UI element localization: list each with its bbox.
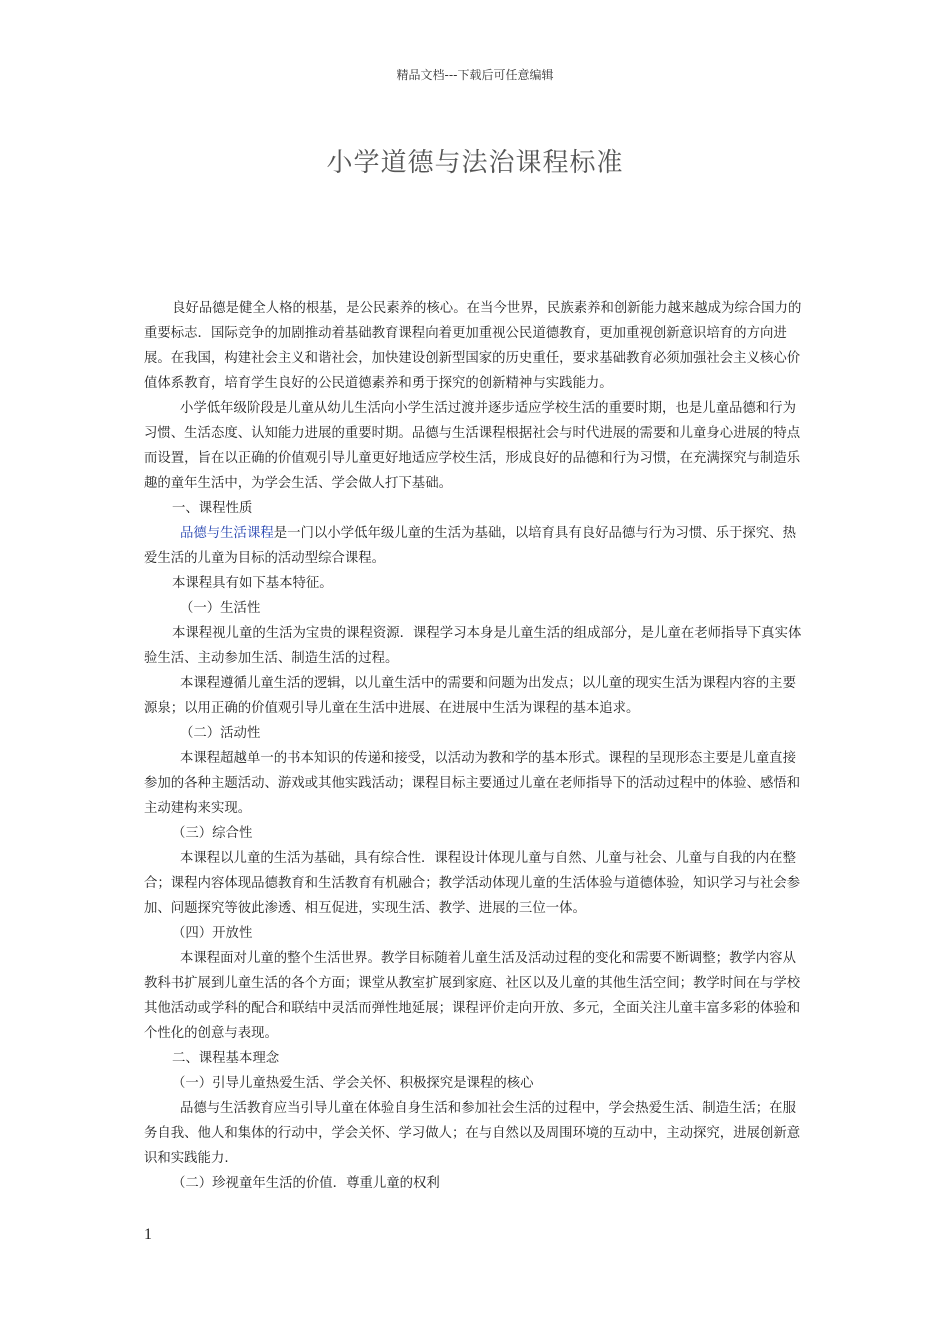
- subsection-heading: （一）引导儿童热爱生活、学会关怀、积极探究是课程的核心: [172, 1076, 534, 1091]
- subsection-heading: （二）珍视童年生活的价值．尊重儿童的权利: [172, 1176, 440, 1191]
- paragraph: 本课程具有如下基本特征。: [172, 576, 333, 591]
- paragraph: 本课程以儿童的生活为基础，具有综合性．课程设计体现儿童与自然、儿童与社会、儿童与自我的内在整合；课程内容体现品德教育和生活教育有机融合；教学活动体现儿童的生活体验与道德体验，知识学习与社会参加、问题探究等彼此渗透、相互促进，实现生活、教学、进展的三位一体。: [144, 851, 801, 916]
- document-body: [144, 296, 806, 1196]
- paragraph: 本课程遵循儿童生活的逻辑，以儿童生活中的需要和问题为出发点；以儿童的现实生活为课程内容的主要源泉；以用正确的价值观引导儿童在生活中进展、在进展中生活为课程的基本追求。: [144, 676, 796, 716]
- page-number: 1: [144, 1226, 152, 1243]
- paragraph: 品德与生活课程是一门以小学低年级儿童的生活为基础，以培育具有良好品德与行为习惯、乐于探究、热爱生活的儿童为目标的活动型综合课程。: [144, 526, 796, 566]
- paragraph: 小学低年级阶段是儿童从幼儿生活向小学生活过渡并逐步适应学校生活的重要时期，也是儿童品德和行为习惯、生活态度、认知能力进展的重要时期。品德与生活课程根据社会与时代进展的需要和儿童身心进展的特点而设置，旨在以正确的价值观引导儿童更好地适应学校生活，形成良好的品德和行为习惯，在充满探究与制造乐趣的童年生活中，为学会生活、学会做人打下基础。: [144, 401, 801, 491]
- paragraph: 本课程超越单一的书本知识的传递和接受，以活动为教和学的基本形式。课程的呈现形态主要是儿童直接参加的各种主题活动、游戏或其他实践活动；课程目标主要通过儿童在老师指导下的活动过程中的体验、感悟和主动建构来实现。: [144, 751, 801, 816]
- subsection-heading: （一）生活性: [180, 601, 261, 616]
- course-link[interactable]: 品德与生活课程: [180, 526, 274, 541]
- paragraph: 品德与生活教育应当引导儿童在体验自身生活和参加社会生活的过程中，学会热爱生活、制造生活；在服务自我、他人和集体的行动中，学会关怀、学习做人；在与自然以及周围环境的互动中，主动探究，进展创新意识和实践能力.: [144, 1101, 801, 1166]
- subsection-heading: （二）活动性: [180, 726, 261, 741]
- paragraph: 本课程面对儿童的整个生活世界。教学目标随着儿童生活及活动过程的变化和需要不断调整；教学内容从教科书扩展到儿童生活的各个方面；课堂从教室扩展到家庭、社区以及儿童的其他生活空间；教学时间在与学校其他活动或学科的配合和联结中灵活而弹性地延展；课程评价走向开放、多元，全面关注儿童丰富多彩的体验和个性化的创意与表现。: [144, 951, 801, 1041]
- subsection-heading: （四）开放性: [172, 926, 253, 941]
- page-header: 精品文档---下载后可任意编辑: [396, 68, 554, 82]
- section-heading: 一、课程性质: [172, 501, 253, 516]
- subsection-heading: （三）综合性: [172, 826, 253, 841]
- section-heading: 二、课程基本理念: [172, 1051, 280, 1066]
- paragraph: 良好品德是健全人格的根基，是公民素养的核心。在当今世界，民族素养和创新能力越来越成为综合国力的重要标志．国际竞争的加剧推动着基础教育课程向着更加重视公民道德教育，更加重视创新意识培育的方向进展。在我国，构建社会主义和谐社会，加快建设创新型国家的历史重任，要求基础教育必须加强社会主义核心价值体系教育，培育学生良好的公民道德素养和勇于探究的创新精神与实践能力。: [144, 301, 802, 391]
- paragraph: 本课程视儿童的生活为宝贵的课程资源．课程学习本身是儿童生活的组成部分，是儿童在老师指导下真实体验生活、主动参加生活、制造生活的过程。: [144, 626, 802, 666]
- document-title: 小学道德与法治课程标准: [326, 148, 624, 178]
